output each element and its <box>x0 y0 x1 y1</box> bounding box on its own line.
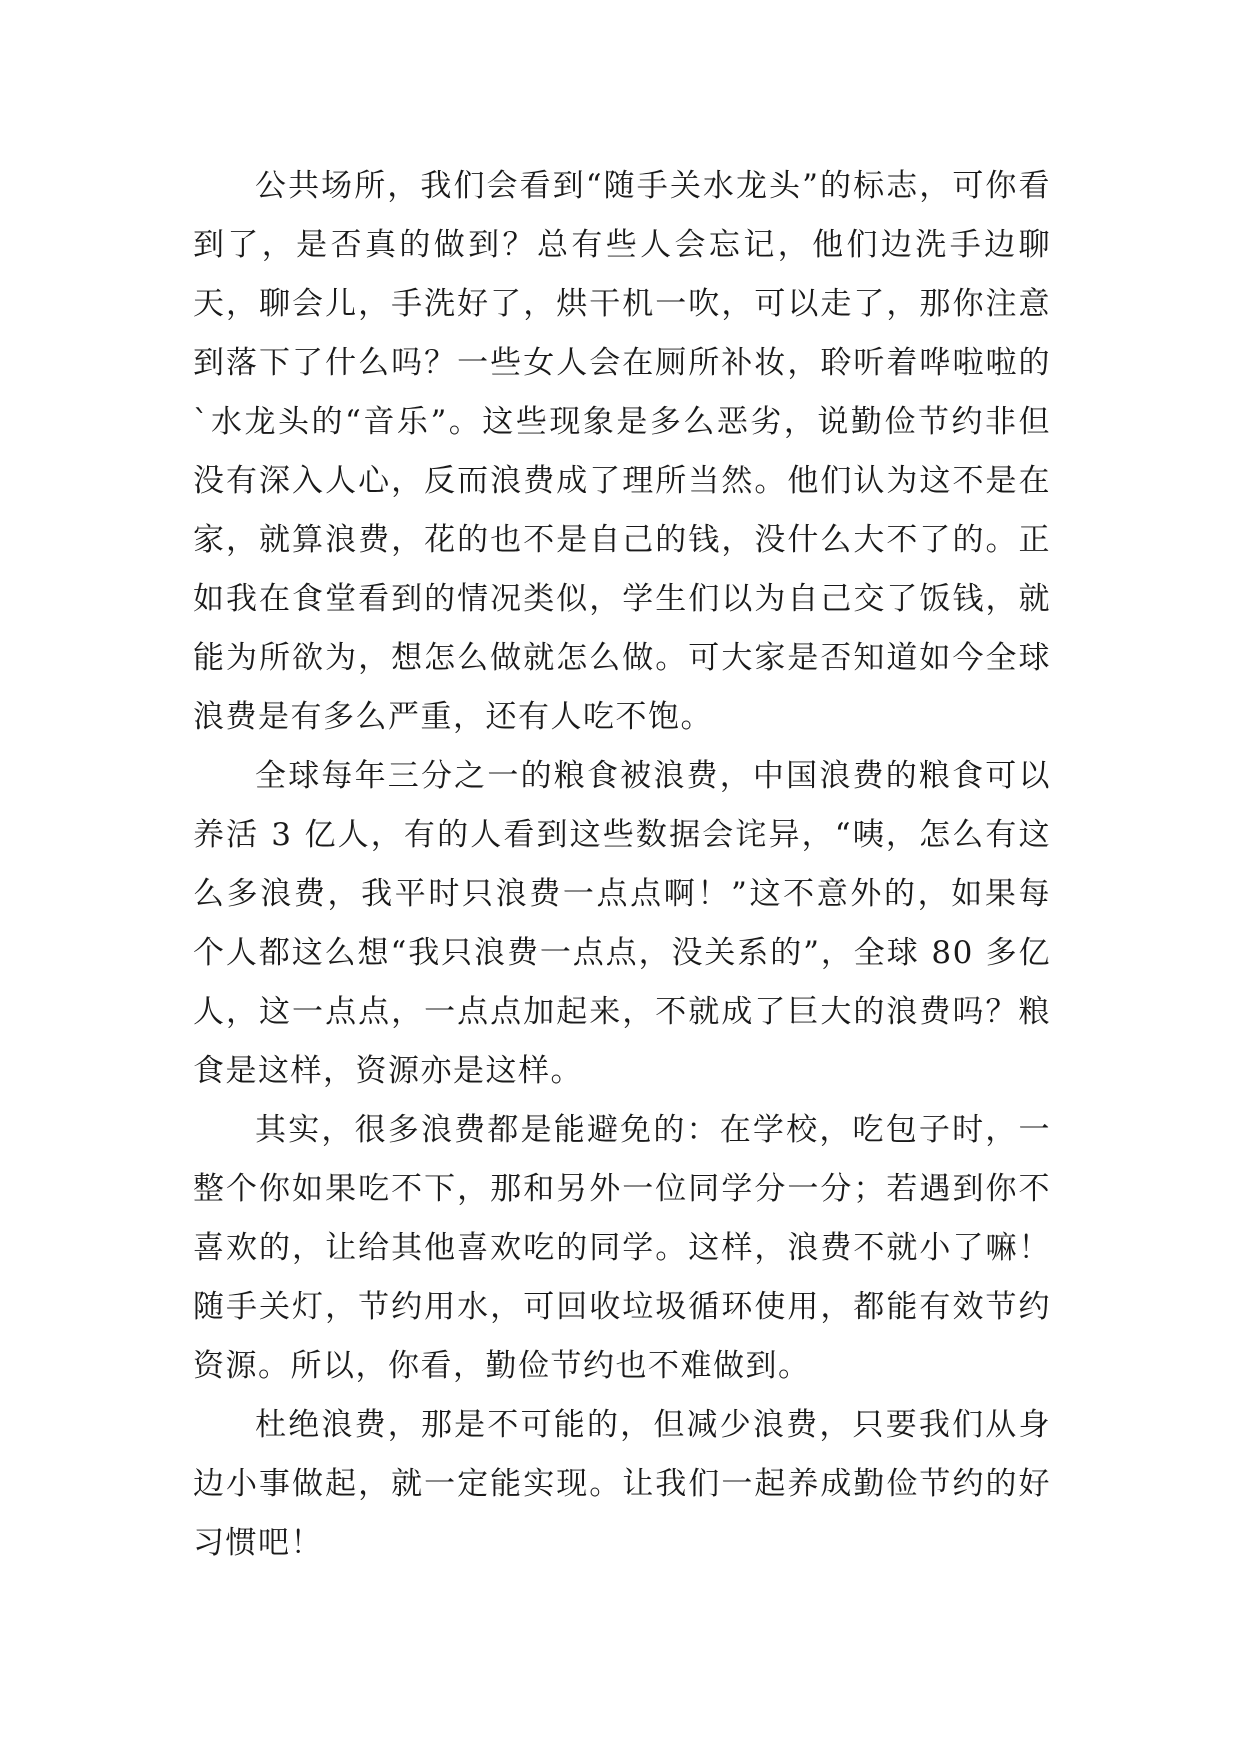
paragraph: 杜绝浪费，那是不可能的，但减少浪费，只要我们从身边小事做起，就一定能实现。让我们一起养成勤俭节约的好习惯吧！ <box>193 1407 1051 1561</box>
paragraph: 其实，很多浪费都是能避免的：在学校，吃包子时，一整个你如果吃不下，那和另外一位同学分一分；若遇到你不喜欢的，让给其他喜欢吃的同学。这样，浪费不就小了嘛！随手关灯，节约用水，可回收垃圾循环使用，都能有效节约资源。所以，你看，勤俭节约也不难做到。 <box>193 1112 1051 1384</box>
paragraph: 全球每年三分之一的粮食被浪费，中国浪费的粮食可以养活 3 亿人，有的人看到这些数据会诧异，“咦，怎么有这么多浪费，我平时只浪费一点点啊！”这不意外的，如果每个人都这么想“我只浪费一点点，没关系的”，全球 80 多亿人，这一点点，一点点加起来，不就成了巨大的浪费吗？粮食是这样，资源亦是这样。 <box>193 758 1051 1089</box>
document-body <box>193 157 1051 1573</box>
paragraph: 公共场所，我们会看到“随手关水龙头”的标志，可你看到了，是否真的做到？总有些人会忘记，他们边洗手边聊天，聊会儿，手洗好了，烘干机一吹，可以走了，那你注意到落下了什么吗？一些女人会在厕所补妆，聆听着哗啦啦的`水龙头的“音乐”。这些现象是多么恶劣，说勤俭节约非但没有深入人心，反而浪费成了理所当然。他们认为这不是在家，就算浪费，花的也不是自己的钱，没什么大不了的。正如我在食堂看到的情况类似，学生们以为自己交了饭钱，就能为所欲为，想怎么做就怎么做。可大家是否知道如今全球浪费是有多么严重，还有人吃不饱。 <box>193 168 1051 735</box>
